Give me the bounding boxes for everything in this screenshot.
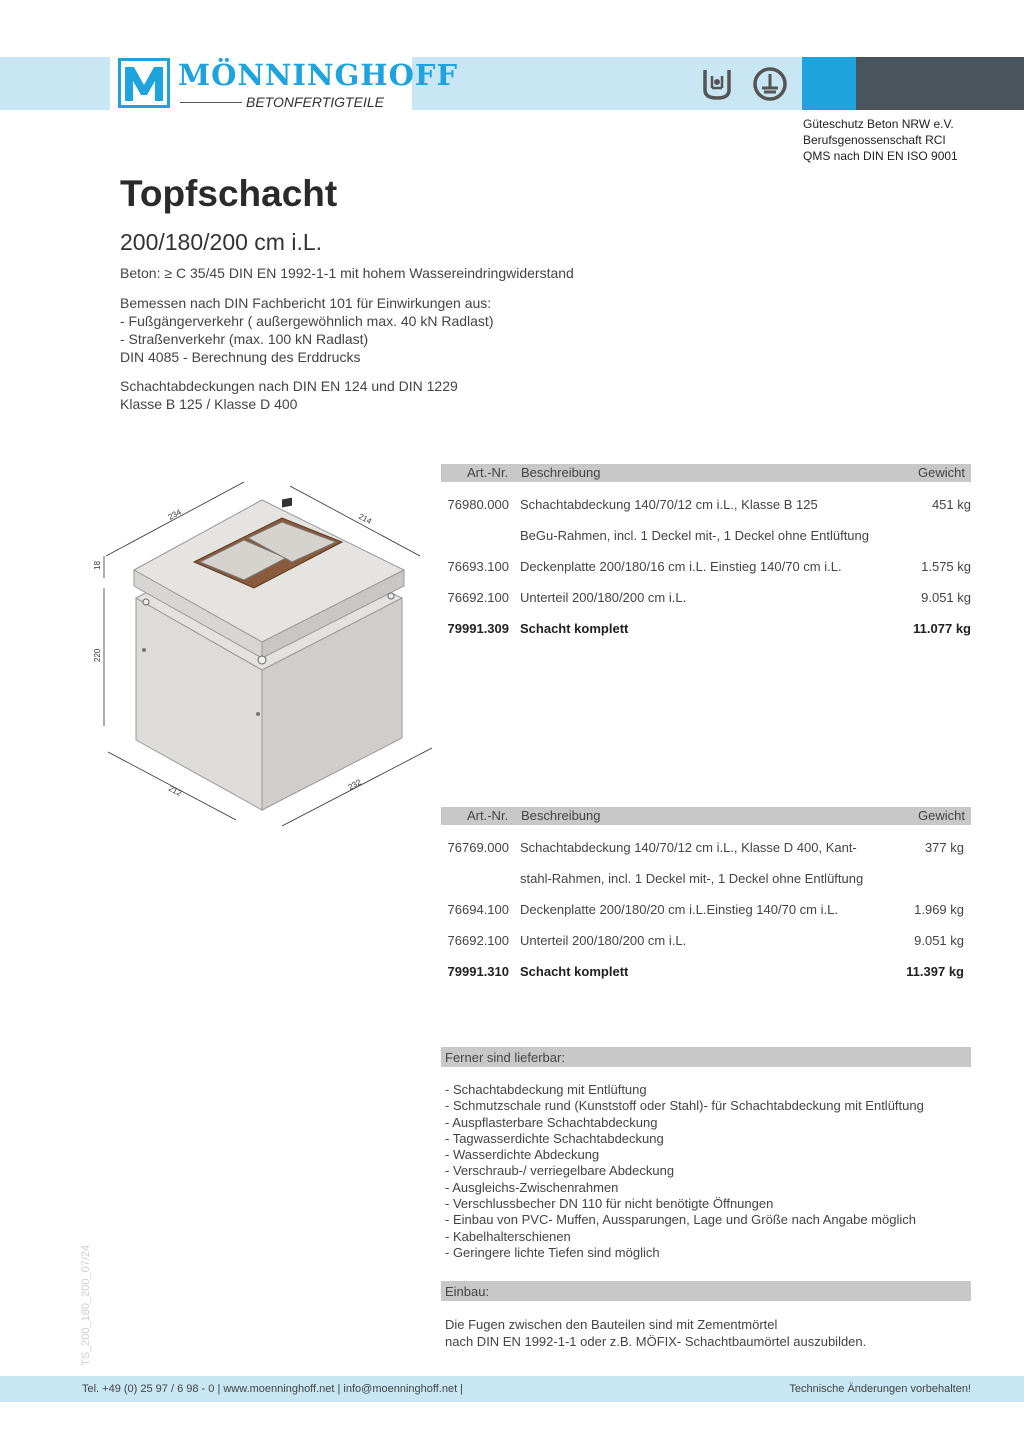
- vacuum-test-icon: [700, 66, 734, 102]
- concrete-spec: Beton: ≥ C 35/45 DIN EN 1992-1-1 mit hohem Wassereindringwiderstand: [120, 265, 574, 281]
- install-line: Die Fugen zwischen den Bauteilen sind mit Zementmörtel: [445, 1317, 778, 1332]
- table-row: 76980.000 Schachtabdeckung 140/70/12 cm i.L., Klasse B 125 451 kg: [447, 497, 971, 512]
- list-item: - Auspflasterbare Schachtabdeckung: [445, 1114, 658, 1130]
- list-item: - Verschlussbecher DN 110 für nicht benötigte Öffnungen: [445, 1196, 774, 1212]
- extras-heading: Ferner sind lieferbar:: [441, 1047, 971, 1067]
- lifting-hole: [388, 593, 394, 599]
- header-art: Art.-Nr.: [467, 465, 509, 480]
- install-line: nach DIN EN 1992-1-1 oder z.B. MÖFIX- Schachtbaumörtel auszubilden.: [445, 1334, 867, 1349]
- table-total-row: 79991.309 Schacht komplett 11.077 kg: [447, 621, 971, 636]
- table-header: [441, 464, 971, 482]
- cover-line: Klasse B 125 / Klasse D 400: [120, 396, 298, 412]
- table-header: [441, 807, 971, 825]
- logo-rule: [180, 102, 242, 103]
- anchor-point: [142, 648, 146, 652]
- dim-label: 232: [346, 777, 363, 792]
- dim-label: 212: [167, 783, 184, 799]
- design-spec: [120, 294, 494, 366]
- design-line: DIN 4085 - Berechnung des Erddrucks: [120, 349, 361, 365]
- list-item: - Kabelhalterschienen: [445, 1228, 571, 1244]
- header-weight: Gewicht: [918, 808, 965, 823]
- table-row: stahl-Rahmen, incl. 1 Deckel mit-, 1 Deckel ohne Entlüftung: [520, 871, 864, 886]
- design-line: Bemessen nach DIN Fachbericht 101 für Einwirkungen aus:: [120, 295, 492, 311]
- header-weight: Gewicht: [918, 465, 965, 480]
- list-item: - Verschraub-/ verriegelbare Abdeckung: [445, 1163, 675, 1179]
- footer: [0, 1376, 1024, 1402]
- footer-note: Technische Änderungen vorbehalten!: [789, 1383, 971, 1395]
- dim-label: 234: [166, 507, 183, 522]
- cover-line: Schachtabdeckungen nach DIN EN 124 und DIN 1229: [120, 378, 458, 394]
- logo-brand: MÖNNINGHOFF: [178, 58, 459, 92]
- shaft-drawing: [86, 470, 446, 840]
- level-gauge-icon: [752, 66, 786, 102]
- lifting-hole: [258, 656, 266, 664]
- logo-subline: BETONFERTIGTEILE: [246, 94, 384, 110]
- dim-label: 18: [93, 561, 102, 570]
- certification-line: Güteschutz Beton NRW e.V.: [803, 117, 954, 131]
- list-item: - Schachtabdeckung mit Entlüftung: [445, 1082, 647, 1097]
- list-item: - Einbau von PVC- Muffen, Aussparungen, Lage und Größe nach Angabe möglich: [445, 1212, 916, 1228]
- header-accent-blue: [802, 57, 856, 110]
- table-row: 76769.000 Schachtabdeckung 140/70/12 cm i.L., Klasse D 400, Kant- 377 kg: [447, 840, 964, 855]
- page-subtitle: 200/180/200 cm i.L.: [120, 229, 323, 255]
- design-line: - Fußgängerverkehr ( außergewöhnlich max. 40 kN Radlast): [120, 313, 494, 329]
- page-title: Topfschacht: [120, 173, 338, 214]
- vent-grate: [282, 498, 292, 508]
- table-row: BeGu-Rahmen, incl. 1 Deckel mit-, 1 Deckel ohne Entlüftung: [520, 528, 870, 543]
- table-row: 76692.100 Unterteil 200/180/200 cm i.L. 9.051 kg: [447, 933, 964, 948]
- header-desc: Beschreibung: [521, 808, 601, 823]
- header-desc: Beschreibung: [521, 465, 601, 480]
- footer-contact: Tel. +49 (0) 25 97 / 6 98 - 0 | www.moenninghoff.net | info@moenninghoff.net |: [82, 1383, 464, 1395]
- parts-table-b125: [441, 464, 971, 644]
- dim-label: 220: [93, 648, 102, 662]
- certifications: [803, 116, 958, 164]
- certification-line: QMS nach DIN EN ISO 9001: [803, 149, 958, 163]
- table-total-row: 79991.310 Schacht komplett 11.397 kg: [447, 964, 964, 979]
- install-heading: Einbau:: [441, 1281, 971, 1301]
- header-accent-dark: [856, 57, 1024, 110]
- header-art: Art.-Nr.: [467, 808, 509, 823]
- list-item: - Ausgleichs-Zwischenrahmen: [445, 1179, 619, 1195]
- list-item: - Schmutzschale rund (Kunststoff oder Stahl)- für Schachtabdeckung mit Entlüftung: [445, 1098, 924, 1114]
- cover-spec: [120, 377, 458, 413]
- list-item: - Wasserdichte Abdeckung: [445, 1147, 600, 1163]
- list-item: - Geringere lichte Tiefen sind möglich: [445, 1244, 660, 1260]
- dim-label: 214: [357, 511, 374, 527]
- table-row: 76693.100 Deckenplatte 200/180/16 cm i.L. Einstieg 140/70 cm i.L. 1.575 kg: [447, 559, 971, 574]
- extras-list: [445, 1082, 924, 1261]
- lifting-hole: [143, 599, 149, 605]
- document-code: TS_200_180_200_07/24: [80, 1244, 92, 1366]
- install-text: [445, 1316, 866, 1350]
- list-item: - Tagwasserdichte Schachtabdeckung: [445, 1130, 664, 1146]
- table-row: 76694.100 Deckenplatte 200/180/20 cm i.L.Einstieg 140/70 cm i.L. 1.969 kg: [447, 902, 964, 917]
- certification-line: Berufsgenossenschaft RCI: [803, 133, 946, 147]
- design-line: - Straßenverkehr (max. 100 kN Radlast): [120, 331, 369, 347]
- logo-mark-icon: [118, 58, 170, 108]
- parts-table-d400: [441, 807, 971, 987]
- table-row: 76692.100 Unterteil 200/180/200 cm i.L. 9.051 kg: [447, 590, 971, 605]
- anchor-point: [256, 712, 260, 716]
